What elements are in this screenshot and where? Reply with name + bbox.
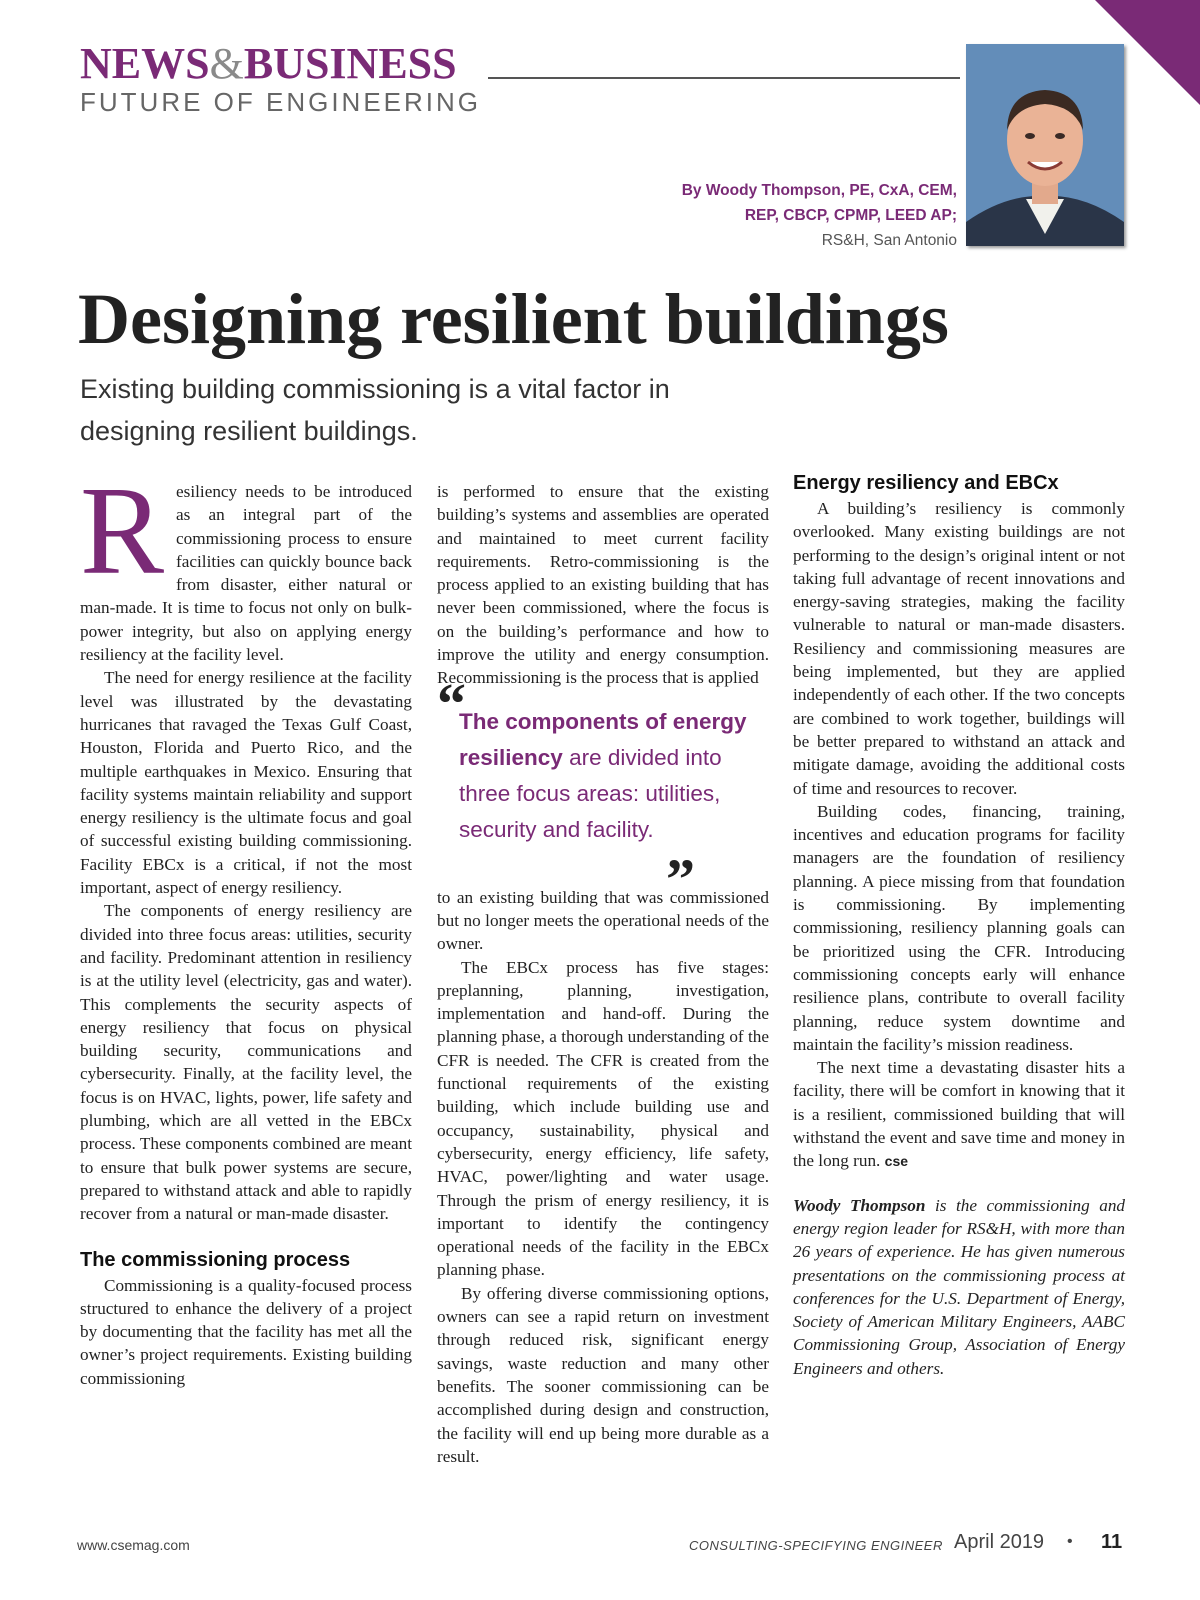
close-quote-mark: ”	[666, 847, 695, 913]
article-column-3	[793, 472, 1126, 1380]
section-subtitle: FUTURE OF ENGINEERING	[80, 87, 482, 117]
author-photo	[966, 44, 1124, 246]
pull-quote-text	[459, 704, 759, 848]
byline-author: By Woody Thompson, PE, CxA, CEM,	[681, 182, 957, 199]
article-column-1	[80, 462, 412, 1390]
pull-quote-bold: The components of energy resiliency	[459, 708, 747, 770]
author-portrait-graphic	[966, 44, 1124, 246]
paragraph: The EBCx process has five stages: preplanning, planning, investigation, implementation and hand-off. During the planning phase, a thorough understanding of the CFR is needed. The CFR is created from the functional requirements of the existing building, which include building use and occupancy, sustainability, physical and cybersecurity, energy efficiency, life safety, HVAC, power/lighting and water usage. Through the prism of energy resiliency, it is important to identify the contingency operational needs of the facility in the EBCx planning phase.	[437, 957, 769, 1280]
paragraph-text: The next time a devastating disaster hits a facility, there will be comfort in knowing that it is a resilient, commissioned building that will withstand the event and save time and money in the long run.	[793, 1058, 1125, 1171]
paragraph: to an existing building that was commissioned but no longer meets the operational needs of the owner.	[437, 887, 769, 954]
section-title-amp: &	[209, 39, 244, 88]
section-title-news: NEWS	[80, 39, 210, 88]
byline-credentials: REP, CBCP, CPMP, LEED AP;	[744, 207, 957, 224]
byline	[682, 178, 957, 253]
section-heading: The commissioning process	[80, 1248, 351, 1271]
paragraph: A building’s resiliency is commonly overlooked. Many existing buildings are not performing to the design’s original intent or not taking full advantage of recent innovations and energy-saving strategies, making the facility vulnerable to natural or man-made disasters. Resiliency and commissioning measures are being implemented, but they are applied independently of each other. If the two concepts are combined to work together, buildings will be better prepared to withstand an attack and mitigate damage, avoiding the additional costs of time and resources to recover.	[793, 499, 1125, 798]
footer-bullet: •	[1067, 1533, 1073, 1550]
article-column-2	[437, 480, 769, 1468]
pull-quote-rest: are divided into three focus areas: utilities, security and facility.	[459, 744, 722, 842]
bio-text: is the commissioning and energy region leader for RS&H, with more than 26 years of experience. He has given numerous presentations on the commissioning process at conferences for the U.S. Department of Energy, Society of American Military Engineers, AABC Commissioning Group, Association of Energy Engineers and others.	[793, 1195, 1126, 1378]
page-number: 11	[1101, 1531, 1123, 1553]
article-deck: Existing building commissioning is a vital factor in designing resilient buildings.	[80, 374, 670, 446]
masthead-rule	[488, 77, 960, 79]
footer-magazine: CONSULTING-SPECIFYING ENGINEER	[689, 1538, 943, 1553]
footer-date: April 2019	[954, 1531, 1045, 1553]
paragraph-text: esiliency needs to be introduced as an integral part of the commissioning process to ensure facilities can quickly bounce back from disaster, either natural or man-made. It is time to focus not only on bulk-power integrity, but also on applying energy resiliency at the facility level.	[80, 482, 412, 665]
paragraph: By offering diverse commissioning options, owners can see a rapid return on investment through reduced risk, significant energy savings, waste reduction and many other benefits. The sooner commissioning can be accomplished during design and construction, the facility will end up being more durable as a result.	[437, 1283, 769, 1466]
paragraph	[793, 1056, 1125, 1173]
paragraph: is performed to ensure that the existing building’s systems and assemblies are operated and maintained to meet current facility requirements. Retro-commissioning is the process applied to an existing building that has never been commissioned, where the focus is on the building’s performance and how to improve the utility and energy consumption. Recommissioning is the process that is applied	[437, 482, 769, 688]
pull-quote	[437, 670, 769, 913]
masthead	[80, 39, 482, 117]
paragraph: The need for energy resilience at the facility level was illustrated by the devastating hurricanes that ravaged the Texas Gulf Coast, Houston, Florida and Puerto Rico, and the multiple earthquakes in Mexico. Ensuring that facility systems maintain reliability and support energy resiliency is the ultimate focus and goal of successful existing building commissioning. Facility EBCx is a critical, if not the most important, aspect of energy resiliency.	[80, 668, 412, 898]
paragraph	[80, 462, 412, 666]
section-heading: Energy resiliency and EBCx	[793, 472, 1059, 494]
drop-cap: R	[80, 462, 165, 601]
bio-name: Woody Thompson	[793, 1195, 926, 1215]
footer-url[interactable]: www.csemag.com	[77, 1537, 190, 1553]
author-bio	[793, 1194, 1125, 1380]
open-quote-mark: “	[437, 670, 466, 736]
section-title-business: BUSINESS	[243, 39, 457, 88]
paragraph: The components of energy resiliency are divided into three focus areas: utilities, security and facility. Predominant attention in resiliency is at the utility level (electricity, gas and water). This complements the security aspects of energy resiliency that focus on physical building security, communications and cybersecurity. Finally, at the facility level, the focus is on HVAC, lights, power, life safety and plumbing, which are all vetted in the EBCx process. These components combined are meant to ensure that bulk power systems are secure, prepared to withstand attack and able to rapidly recover from a natural or man-made disaster.	[80, 901, 412, 1224]
paragraph: Building codes, financing, training, incentives and education programs for facility managers are the foundation of resiliency planning. A piece missing from that foundation is commissioning. By implementing commissioning, resiliency planning goals can be prioritized using the CFR. Introducing commissioning concepts early will enhance resilience plans, contribute to overall facility planning, reduce system downtime and maintain the facility’s mission readiness.	[793, 801, 1125, 1054]
section-title	[80, 39, 481, 88]
end-logo: cse	[884, 1153, 909, 1170]
byline-affiliation: RS&H, San Antonio	[821, 232, 957, 249]
article-headline: Designing resilient buildings	[78, 279, 949, 359]
paragraph: Commissioning is a quality-focused process structured to enhance the delivery of a project by documenting that the facility has met all the owner’s project requirements. Existing building commissioning	[80, 1275, 412, 1388]
